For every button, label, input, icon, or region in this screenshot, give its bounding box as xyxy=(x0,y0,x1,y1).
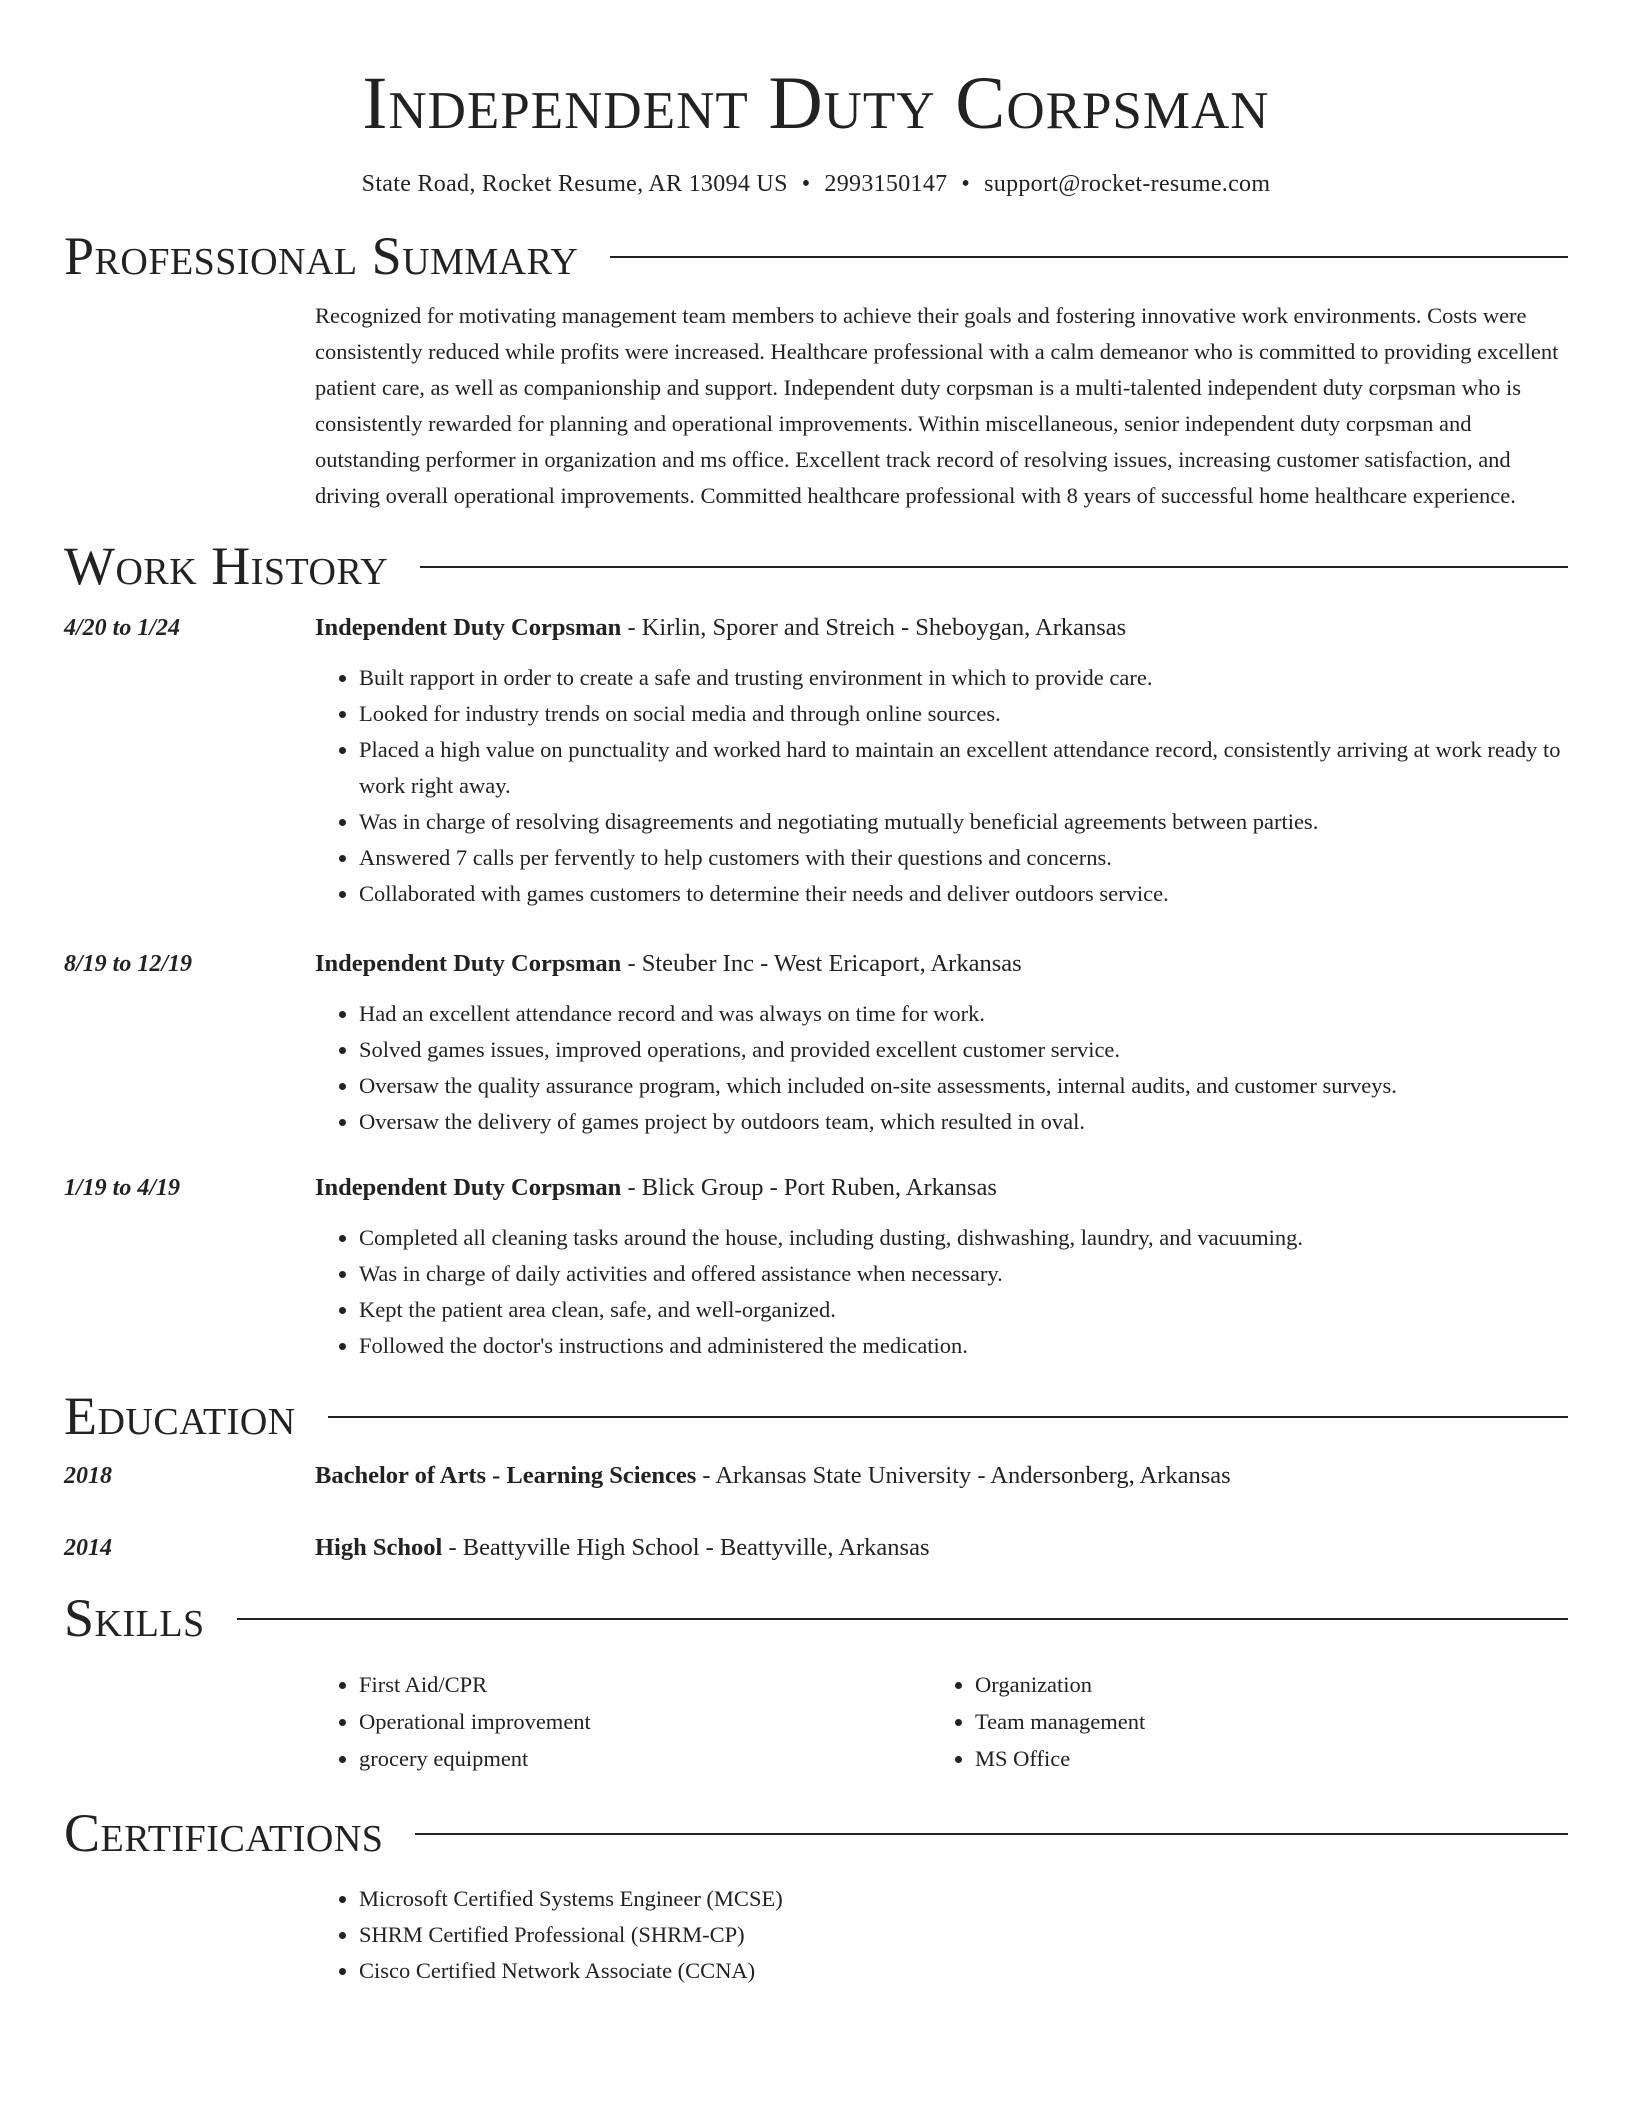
job-employer: - Kirlin, Sporer and Streich - Sheboygan, Arkansas xyxy=(621,614,1127,641)
certification-item: • Microsoft Certified Systems Engineer (MCSE) xyxy=(359,1881,1568,1917)
certifications-list xyxy=(315,1881,1568,1989)
job-bullet: • Oversaw the delivery of games project by outdoors team, which resulted in oval. xyxy=(359,1104,1568,1140)
skill-item: • First Aid/CPR xyxy=(359,1666,931,1703)
job-bullet: • Collaborated with games customers to determine their needs and deliver outdoors service. xyxy=(359,876,1568,912)
certifications-body xyxy=(315,1881,1568,1989)
job-bullets xyxy=(315,660,1568,912)
job-details xyxy=(315,1170,1568,1364)
job-bullet: • Kept the patient area clean, safe, and well-organized. xyxy=(359,1292,1568,1328)
contact-separator: • xyxy=(801,171,811,197)
contact-separator: • xyxy=(961,171,971,197)
job-dates: 1/19 to 4/19 xyxy=(64,1175,181,1201)
contact-phone: 2993150147 xyxy=(824,171,948,197)
certification-item: • SHRM Certified Professional (SHRM-CP) xyxy=(359,1917,1568,1953)
job-bullet: • Built rapport in order to create a safe and trusting environment in which to provide care. xyxy=(359,660,1568,696)
skills-grid xyxy=(315,1666,1568,1777)
job-heading xyxy=(315,946,1568,982)
skills-body xyxy=(315,1666,1568,1777)
skills-section-title: Skills xyxy=(64,1588,205,1648)
skill-item: • Organization xyxy=(975,1666,1547,1703)
job-role: Independent Duty Corpsman xyxy=(315,950,622,977)
summary-section-header xyxy=(64,222,1568,290)
education-year: 2014 xyxy=(64,1535,112,1561)
job-details xyxy=(315,610,1568,912)
contact-email: support@rocket-resume.com xyxy=(984,171,1271,197)
job-bullet: • Looked for industry trends on social media and through online sources. xyxy=(359,696,1568,732)
job-bullet: • Was in charge of daily activities and offered assistance when necessary. xyxy=(359,1256,1568,1292)
education-year: 2018 xyxy=(64,1463,112,1489)
certification-item: • Cisco Certified Network Associate (CCNA) xyxy=(359,1953,1568,1989)
job-entry xyxy=(64,610,1568,912)
summary-text: Recognized for motivating management team members to achieve their goals and fostering innovative work environments. Costs were consistently reduced while profits were increased. Healthcare professional with a calm demeanor who is committed to providing excellent patient care, as well as companionship and support. Independent duty corpsman is a multi-talented independent duty corpsman who is consistently rewarded for planning and operational improvements. Within miscellaneous, senior independent duty corpsman and outstanding performer in organization and ms office. Excellent track record of resolving issues, increasing customer satisfaction, and driving overall operational improvements. Committed healthcare professional with 8 years of successful home healthcare experience. xyxy=(315,303,1559,508)
job-bullets xyxy=(315,996,1568,1140)
section-divider xyxy=(420,566,1568,568)
job-heading xyxy=(315,610,1568,646)
job-dates: 8/19 to 12/19 xyxy=(64,951,193,977)
education-heading xyxy=(315,1458,1568,1494)
job-bullet: • Had an excellent attendance record and was always on time for work. xyxy=(359,996,1568,1032)
contact-line xyxy=(64,168,1568,200)
skills-column-right xyxy=(931,1666,1547,1777)
education-school: - Arkansas State University - Andersonberg, Arkansas xyxy=(696,1462,1231,1489)
skill-item: • Team management xyxy=(975,1703,1547,1740)
job-bullet: • Followed the doctor's instructions and administered the medication. xyxy=(359,1328,1568,1364)
job-employer: - Blick Group - Port Ruben, Arkansas xyxy=(621,1174,997,1201)
job-entry xyxy=(64,946,1568,1140)
education-details xyxy=(315,1458,1568,1494)
candidate-name: Independent Duty Corpsman xyxy=(362,62,1270,145)
contact-address: State Road, Rocket Resume, AR 13094 US xyxy=(361,171,788,197)
certifications-section-title: Certifications xyxy=(64,1803,384,1863)
job-bullet: • Oversaw the quality assurance program, which included on-site assessments, internal audits, and customer surveys. xyxy=(359,1068,1568,1104)
certifications-section-header xyxy=(64,1799,1568,1867)
skills-section-header xyxy=(64,1584,1568,1652)
section-divider xyxy=(237,1618,1568,1620)
education-section-header xyxy=(64,1382,1568,1450)
work-section-title: Work History xyxy=(64,536,389,596)
job-bullet: • Answered 7 calls per fervently to help customers with their questions and concerns. xyxy=(359,840,1568,876)
work-section-header xyxy=(64,532,1568,600)
skill-item: • grocery equipment xyxy=(359,1740,931,1777)
job-employer: - Steuber Inc - West Ericaport, Arkansas xyxy=(621,950,1022,977)
job-bullets xyxy=(315,1220,1568,1364)
job-bullet: • Placed a high value on punctuality and worked hard to maintain an excellent attendance record, consistently arriving at work ready to work right away. xyxy=(359,732,1568,804)
job-entry xyxy=(64,1170,1568,1364)
section-divider xyxy=(328,1416,1568,1418)
job-role: Independent Duty Corpsman xyxy=(315,1174,622,1201)
summary-section-title: Professional Summary xyxy=(64,226,579,286)
section-divider xyxy=(415,1833,1568,1835)
education-degree: High School xyxy=(315,1534,443,1561)
job-bullet: • Solved games issues, improved operations, and provided excellent customer service. xyxy=(359,1032,1568,1068)
resume-page xyxy=(64,0,1568,1989)
job-role: Independent Duty Corpsman xyxy=(315,614,622,641)
education-degree: Bachelor of Arts - Learning Sciences xyxy=(315,1462,697,1489)
job-dates: 4/20 to 1/24 xyxy=(64,615,181,641)
job-heading xyxy=(315,1170,1568,1206)
education-entry xyxy=(64,1458,1568,1494)
education-heading xyxy=(315,1530,1568,1566)
skill-item: • Operational improvement xyxy=(359,1703,931,1740)
section-divider xyxy=(610,256,1568,258)
job-details xyxy=(315,946,1568,1140)
job-bullet: • Completed all cleaning tasks around the house, including dusting, dishwashing, laundry, and vacuuming. xyxy=(359,1220,1568,1256)
education-details xyxy=(315,1530,1568,1566)
skill-item: • MS Office xyxy=(975,1740,1547,1777)
job-bullet: • Was in charge of resolving disagreements and negotiating mutually beneficial agreements between parties. xyxy=(359,804,1568,840)
skills-column-left xyxy=(315,1666,931,1777)
education-entry xyxy=(64,1530,1568,1566)
education-section-title: Education xyxy=(64,1386,296,1446)
education-school: - Beattyville High School - Beattyville, Arkansas xyxy=(442,1534,930,1561)
